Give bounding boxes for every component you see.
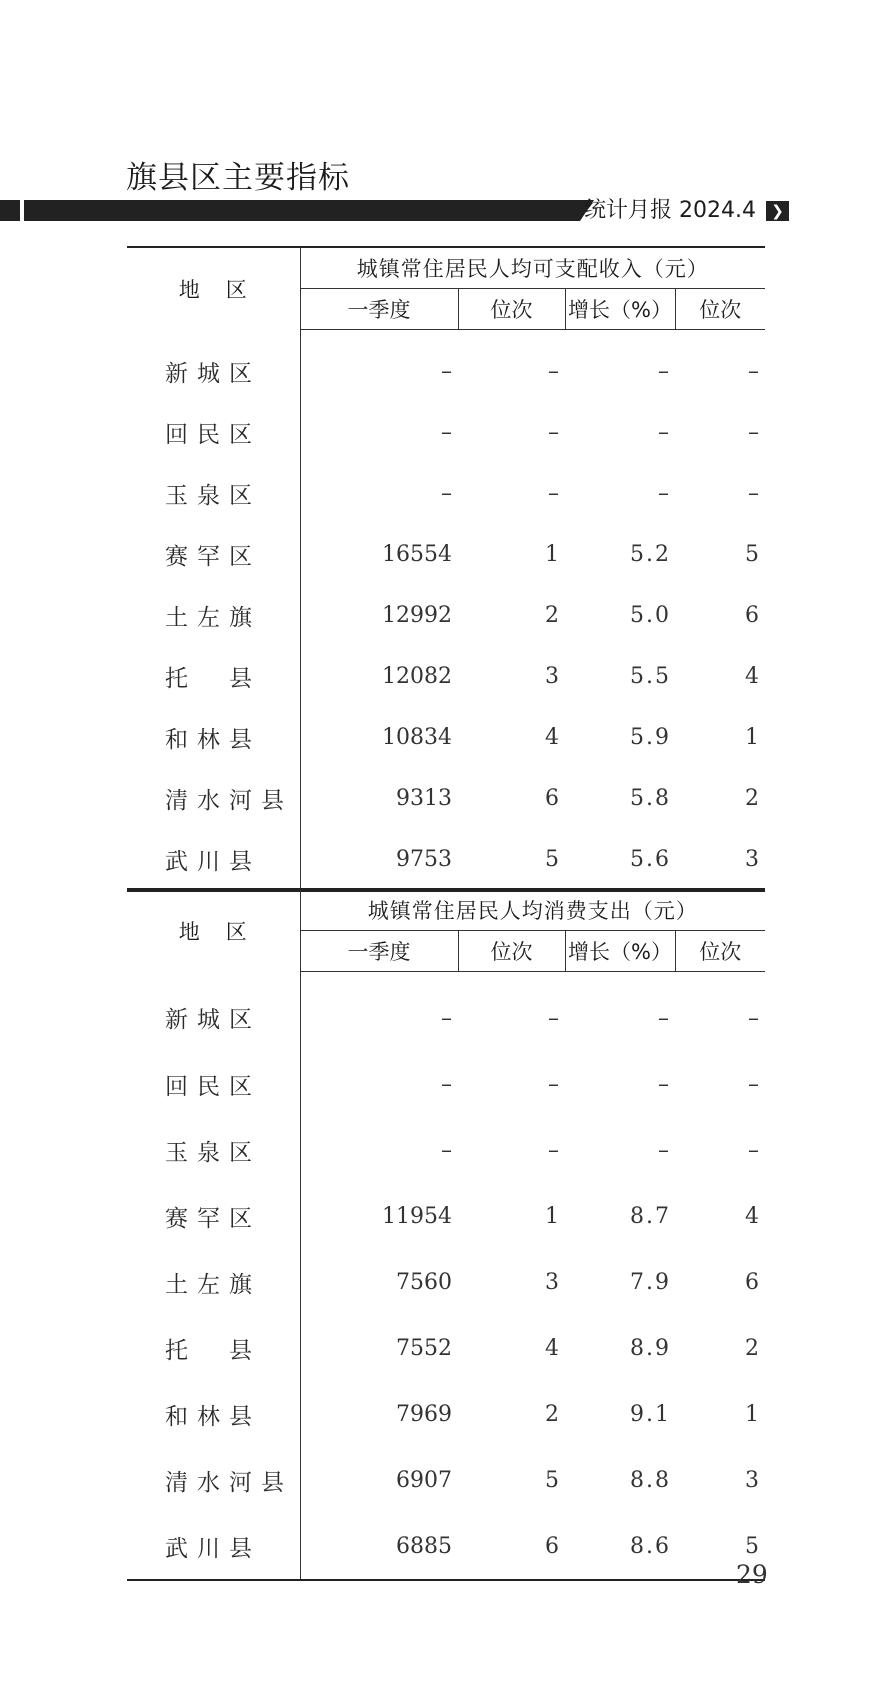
region-cell: 清水河县: [127, 768, 300, 829]
value-cell: –: [441, 1005, 452, 1031]
growth-rank-cell: 1: [745, 725, 759, 750]
growth-rank-header: 位次: [675, 289, 765, 330]
growth-rank-cell: 5: [675, 1513, 765, 1580]
table-row: [127, 330, 765, 403]
rank-cell: 1: [545, 542, 559, 567]
region-cell: 土左旗: [127, 585, 300, 646]
growth-cell: 5.0: [630, 603, 671, 628]
table-row: [127, 463, 765, 524]
growth-cell: –: [658, 420, 671, 445]
growth-rank-cell: 4: [745, 1203, 759, 1229]
consumption-table: [127, 888, 765, 1581]
growth-cell: 5.8: [630, 786, 671, 811]
growth-rank-cell: 5: [745, 542, 759, 567]
table-row: [127, 829, 765, 891]
table-row: [127, 1513, 765, 1580]
growth-cell: –: [658, 359, 671, 384]
value-cell: 7552: [396, 1335, 452, 1361]
region-cell: 赛罕区: [127, 1183, 300, 1249]
growth-rank-cell: 1: [745, 1401, 759, 1427]
table-row: [127, 1183, 765, 1249]
rank-cell: 5: [458, 829, 565, 891]
rank-header: 位次: [458, 289, 565, 330]
publication-label: 统计月报 2024.4: [584, 198, 756, 223]
growth-cell: 7.9: [630, 1269, 671, 1295]
value-cell: 7560: [396, 1269, 452, 1295]
growth-cell: 8.9: [630, 1335, 671, 1361]
table-row: [127, 1315, 765, 1381]
header-bar-decoration: [0, 200, 580, 221]
growth-rank-cell: –: [748, 481, 759, 506]
table-row: [127, 524, 765, 585]
rank-cell: 3: [545, 1269, 559, 1295]
growth-rank-cell: –: [748, 1071, 759, 1097]
table-row: [127, 1249, 765, 1315]
rank-cell: 6: [458, 1513, 565, 1580]
region-cell: 赛罕区: [127, 524, 300, 585]
value-cell: 9753: [300, 829, 458, 891]
growth-rank-cell: 6: [745, 1269, 759, 1295]
region-cell: 玉泉区: [127, 463, 300, 524]
growth-cell: –: [658, 1005, 671, 1031]
growth-header: 增长（%）: [565, 289, 675, 330]
chevron-right-icon: ❯: [766, 201, 789, 221]
quarter-header: 一季度: [300, 289, 458, 330]
growth-rank-cell: –: [748, 420, 759, 445]
table-row: [127, 1051, 765, 1117]
region-header: 地区: [127, 247, 300, 330]
income-table: [127, 246, 765, 892]
growth-cell: 5.9: [630, 725, 671, 750]
region-cell: 回民区: [127, 402, 300, 463]
region-cell: 和林县: [127, 707, 300, 768]
growth-rank-header: 位次: [675, 931, 765, 972]
value-cell: 6885: [300, 1513, 458, 1580]
header-band: [0, 198, 889, 224]
value-cell: –: [441, 1071, 452, 1097]
table-row: [127, 1117, 765, 1183]
growth-rank-cell: –: [748, 1137, 759, 1163]
value-cell: –: [441, 359, 452, 384]
region-cell: 托 县: [127, 1315, 300, 1381]
growth-cell: 5.2: [630, 542, 671, 567]
value-cell: 10834: [382, 725, 452, 750]
rank-cell: –: [548, 481, 559, 506]
rank-cell: –: [548, 1137, 559, 1163]
growth-cell: 8.7: [630, 1203, 671, 1229]
region-cell: 玉泉区: [127, 1117, 300, 1183]
growth-cell: 8.8: [630, 1467, 671, 1493]
value-cell: –: [441, 420, 452, 445]
income-table-title: 城镇常住居民人均可支配收入（元）: [300, 247, 765, 289]
region-cell: 武川县: [127, 1513, 300, 1580]
value-cell: –: [441, 481, 452, 506]
region-cell: 回民区: [127, 1051, 300, 1117]
value-cell: –: [441, 1137, 452, 1163]
growth-cell: –: [658, 1071, 671, 1097]
growth-rank-cell: –: [748, 359, 759, 384]
consumption-table-title: 城镇常住居民人均消费支出（元）: [300, 889, 765, 931]
value-cell: 9313: [396, 786, 452, 811]
table-row: [127, 646, 765, 707]
growth-cell: 5.5: [630, 664, 671, 689]
table-row: [127, 1447, 765, 1513]
region-cell: 托 县: [127, 646, 300, 707]
growth-rank-cell: 3: [675, 829, 765, 891]
table-row: [127, 585, 765, 646]
rank-cell: 4: [545, 725, 559, 750]
rank-cell: –: [548, 359, 559, 384]
growth-rank-cell: 2: [745, 1335, 759, 1361]
table-row: [127, 972, 765, 1052]
region-header: 地区: [127, 889, 300, 972]
rank-cell: 4: [545, 1335, 559, 1361]
rank-cell: –: [548, 420, 559, 445]
value-cell: 12992: [382, 603, 452, 628]
region-cell: 新城区: [127, 330, 300, 403]
growth-cell: 8.6: [565, 1513, 675, 1580]
growth-header: 增长（%）: [565, 931, 675, 972]
growth-cell: –: [658, 1137, 671, 1163]
region-cell: 新城区: [127, 972, 300, 1052]
region-cell: 清水河县: [127, 1447, 300, 1513]
growth-rank-cell: 6: [745, 603, 759, 628]
quarter-header: 一季度: [300, 931, 458, 972]
table-row: [127, 1381, 765, 1447]
table-row: [127, 707, 765, 768]
rank-cell: –: [548, 1005, 559, 1031]
region-cell: 武川县: [127, 829, 300, 891]
rank-cell: 2: [545, 603, 559, 628]
value-cell: 11954: [382, 1203, 452, 1229]
rank-cell: 3: [545, 664, 559, 689]
growth-rank-cell: 4: [745, 664, 759, 689]
growth-cell: –: [658, 481, 671, 506]
value-cell: 7969: [396, 1401, 452, 1427]
rank-cell: 1: [545, 1203, 559, 1229]
value-cell: 6907: [396, 1467, 452, 1493]
growth-cell: 9.1: [630, 1401, 671, 1427]
page-number: 29: [736, 1560, 768, 1589]
region-cell: 土左旗: [127, 1249, 300, 1315]
rank-cell: –: [548, 1071, 559, 1097]
table-row: [127, 402, 765, 463]
rank-cell: 5: [545, 1467, 559, 1493]
rank-cell: 2: [545, 1401, 559, 1427]
region-cell: 和林县: [127, 1381, 300, 1447]
growth-rank-cell: –: [748, 1005, 759, 1031]
rank-header: 位次: [458, 931, 565, 972]
table-row: [127, 768, 765, 829]
growth-cell: 5.6: [565, 829, 675, 891]
rank-cell: 6: [545, 786, 559, 811]
value-cell: 12082: [382, 664, 452, 689]
growth-rank-cell: 3: [745, 1467, 759, 1493]
growth-rank-cell: 2: [745, 786, 759, 811]
page-title: 旗县区主要指标: [126, 160, 350, 196]
value-cell: 16554: [382, 542, 452, 567]
